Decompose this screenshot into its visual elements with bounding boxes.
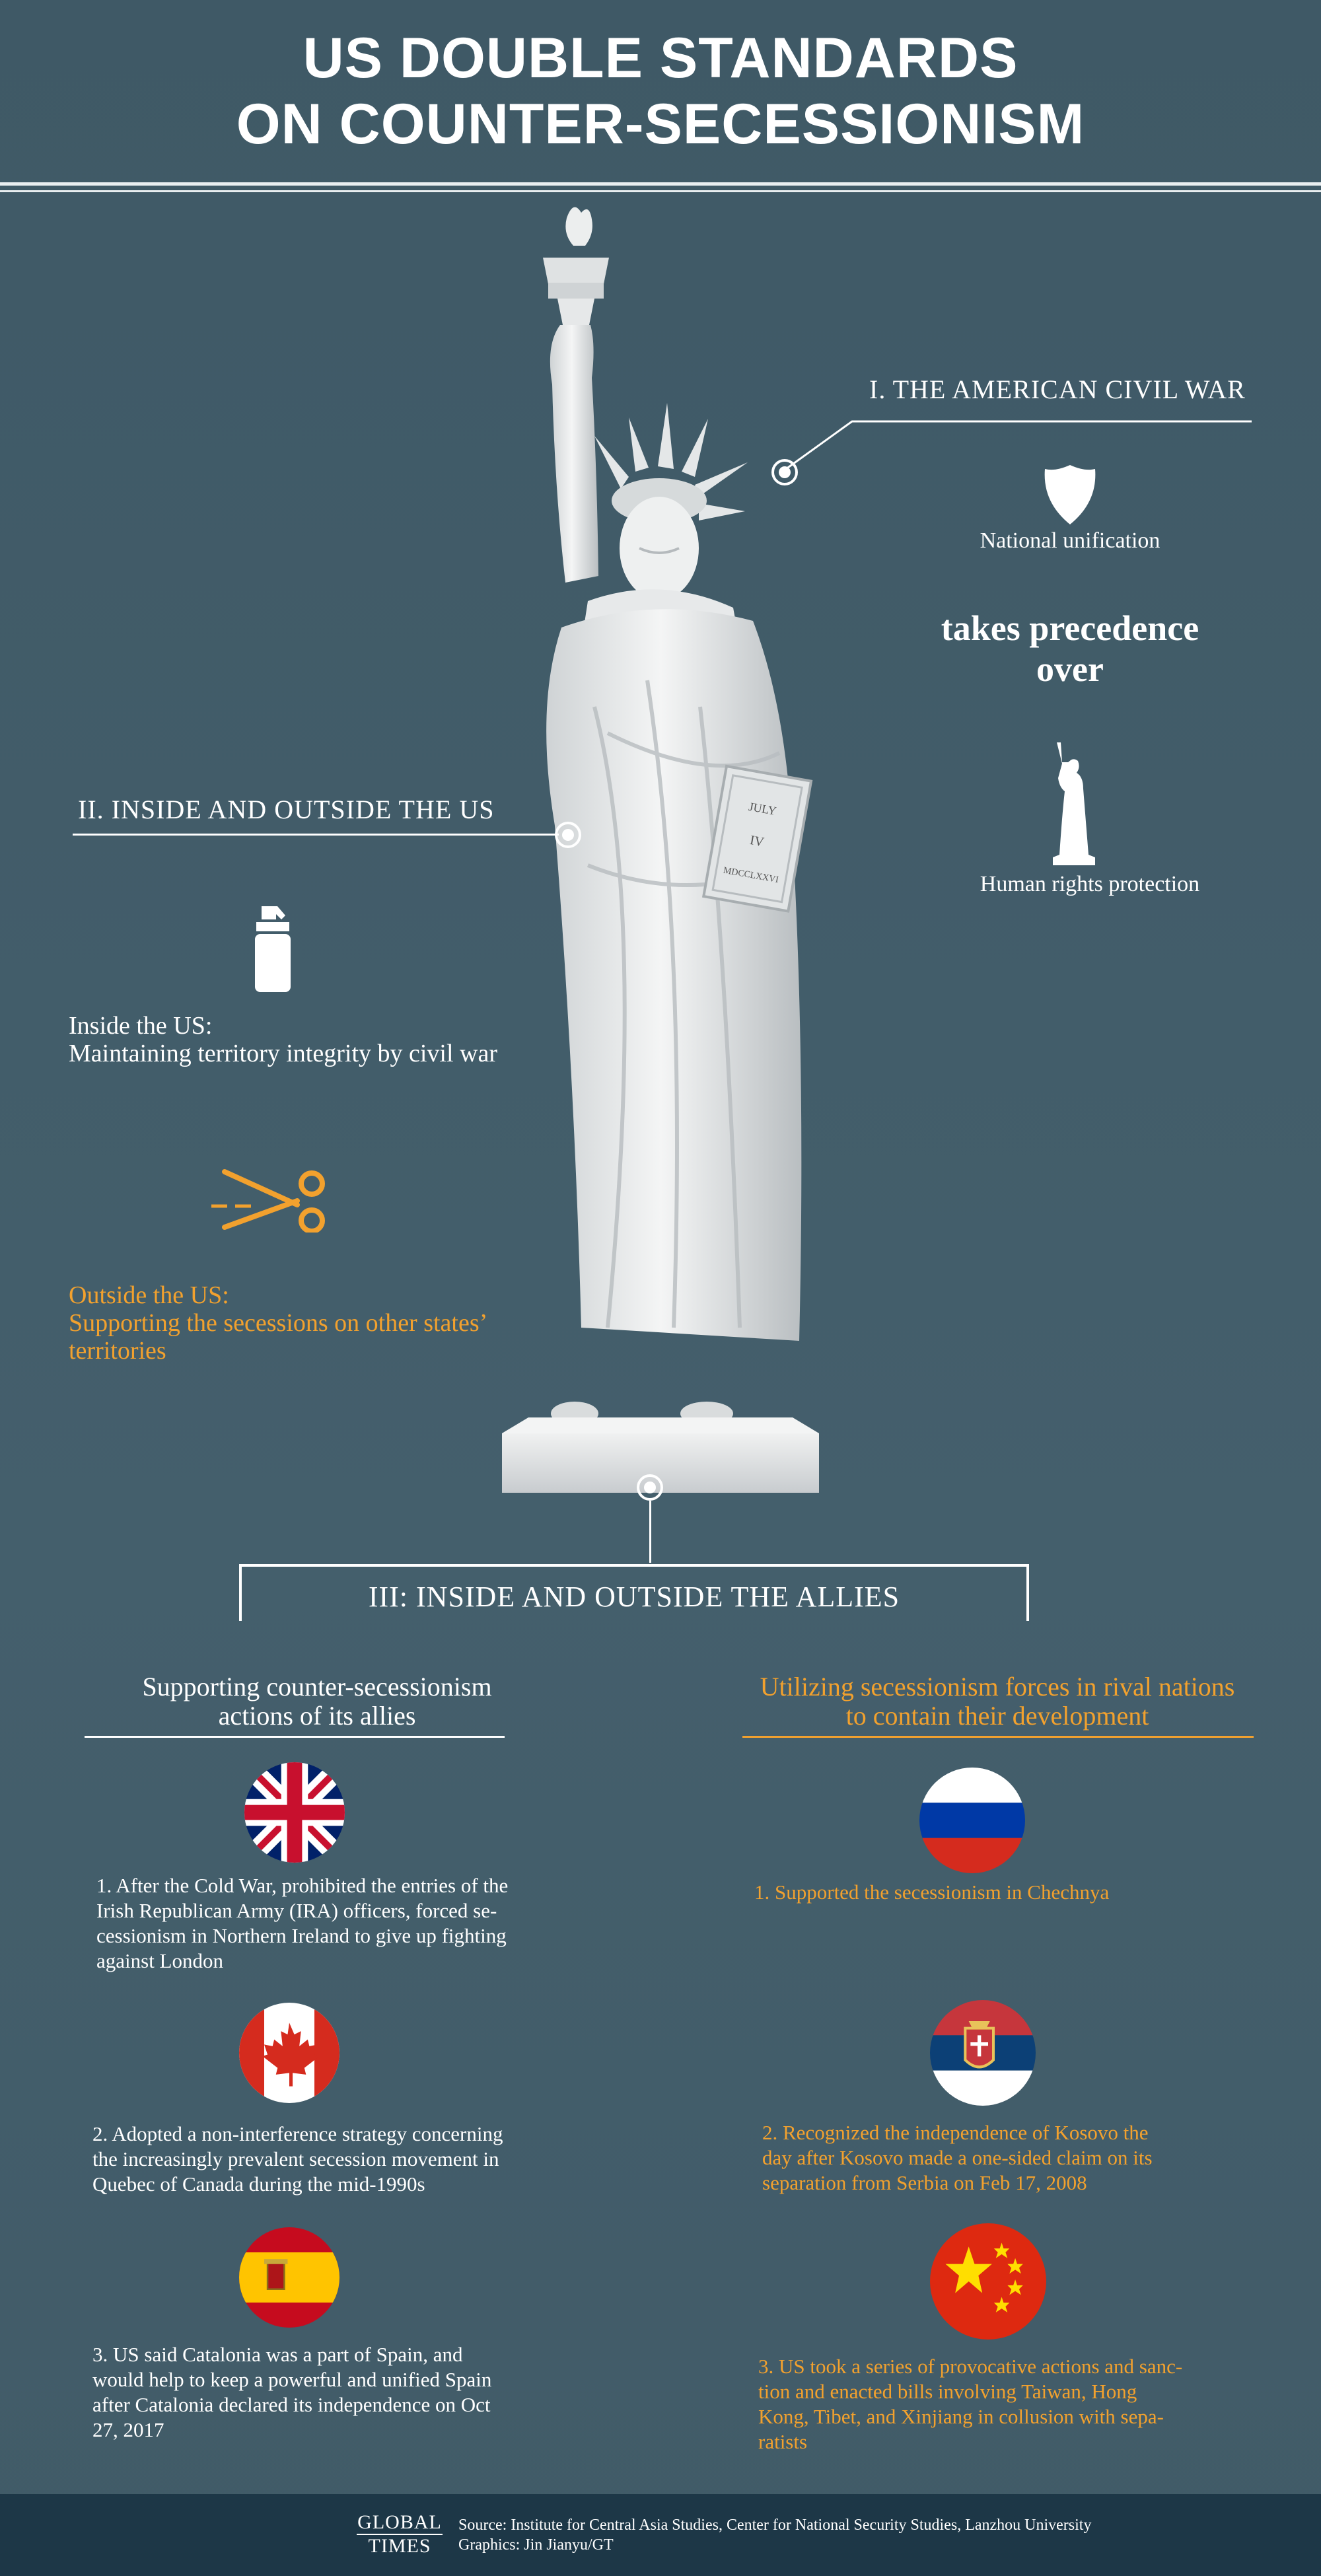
scissors-icon — [209, 1166, 334, 1233]
allies-heading-rule — [85, 1736, 505, 1738]
inside-us-text: Maintaining territory integrity by civil war — [69, 1040, 498, 1067]
section-1-marker — [771, 459, 798, 485]
rivals-heading-rule — [742, 1736, 1254, 1738]
china-item-line-3: Kong, Tibet, and Xinjiang in collusion with sepa- — [758, 2405, 1164, 2428]
spain-item-line-1: 3. US said Catalonia was a part of Spain, and — [92, 2343, 463, 2366]
uk-item-line-3: cessionism in Northern Ireland to give up fighting — [96, 1924, 507, 1947]
outside-us-line-1: Supporting the secessions on other states’ — [69, 1309, 488, 1337]
national-unification-label: National unification — [980, 528, 1160, 553]
outside-us-line-2: territories — [69, 1337, 166, 1365]
tablet-line-1: JULY — [748, 799, 778, 818]
uk-item-text — [96, 1873, 585, 1974]
united-kingdom-flag — [244, 1762, 345, 1863]
logo-line-2: TIMES — [368, 2535, 431, 2557]
serbia-item-text — [762, 2120, 1264, 2196]
footer-credits — [458, 2515, 1310, 2555]
allies-column-heading — [79, 1672, 555, 1731]
allies-heading-line-1: Supporting counter-secessionism — [142, 1672, 492, 1701]
canada-flag — [239, 2003, 339, 2103]
title-rule-bottom — [0, 190, 1321, 192]
china-item-line-2: tion and enacted bills involving Taiwan, Hong — [758, 2380, 1137, 2403]
takes-precedence-line-2: over — [1036, 649, 1104, 689]
uk-item-line-2: Irish Republican Army (IRA) officers, forced se- — [96, 1899, 497, 1922]
russia-item-line-1: 1. Supported the secessionism in Chechnya — [754, 1880, 1110, 1904]
tablet-line-3: MDCCLXXVI — [722, 865, 779, 886]
canada-item-line-1: 2. Adopted a non-interference strategy concerning — [92, 2122, 503, 2145]
china-item-text — [758, 2354, 1267, 2454]
canada-item-line-3: Quebec of Canada during the mid-1990s — [92, 2172, 425, 2196]
section-1-connector — [766, 410, 1255, 489]
title-line-2: ON COUNTER-SECESSIONISM — [236, 92, 1085, 156]
outside-us-block — [69, 1281, 650, 1365]
page-title — [0, 25, 1321, 157]
serbia-item-line-3: separation from Serbia on Feb 17, 2008 — [762, 2171, 1087, 2194]
inside-us-title: Inside the US: — [69, 1012, 213, 1040]
statue-of-liberty-icon — [1046, 740, 1099, 865]
canada-item-line-2: the increasingly prevalent secession movement in — [92, 2147, 499, 2170]
china-flag — [930, 2223, 1046, 2340]
section-2-connector — [73, 834, 559, 836]
uk-item-line-1: 1. After the Cold War, prohibited the entries of the — [96, 1874, 509, 1897]
title-rule-top — [0, 182, 1321, 186]
spain-item-line-4: 27, 2017 — [92, 2418, 164, 2441]
global-times-logo — [357, 2513, 443, 2556]
section-3-stem — [649, 1501, 651, 1563]
footer — [0, 2494, 1321, 2576]
spain-item-text — [92, 2342, 594, 2443]
spain-flag — [239, 2227, 339, 2328]
tablet-line-2: IV — [748, 833, 766, 850]
outside-us-title: Outside the US: — [69, 1281, 229, 1309]
spain-item-line-3: after Catalonia declared its independence on Oct — [92, 2393, 491, 2416]
section-2-heading: II. INSIDE AND OUTSIDE THE US — [78, 795, 495, 824]
rivals-heading-line-1: Utilizing secessionism forces in rival nations — [760, 1672, 1235, 1701]
serbia-item-line-1: 2. Recognized the independence of Kosovo the — [762, 2121, 1149, 2144]
takes-precedence-line-1: takes precedence — [941, 608, 1199, 648]
footer-source: Source: Institute for Central Asia Studies, Center for National Security Studies, Lanzhou University — [458, 2517, 1092, 2534]
footer-graphics: Graphics: Jin Jianyu/GT — [458, 2536, 614, 2554]
title-line-1: US DOUBLE STANDARDS — [303, 26, 1018, 90]
human-rights-label: Human rights protection — [980, 872, 1200, 896]
canada-item-text — [92, 2122, 594, 2197]
rivals-column-heading — [733, 1672, 1262, 1731]
shield-icon — [1042, 462, 1098, 528]
section-3-heading: III: INSIDE AND OUTSIDE THE ALLIES — [368, 1581, 900, 1613]
uk-item-line-4: against London — [96, 1949, 223, 1972]
grenade-icon — [250, 902, 296, 995]
allies-heading-line-2: actions of its allies — [218, 1701, 416, 1731]
section-3-marker — [637, 1474, 663, 1501]
china-item-line-1: 3. US took a series of provocative actions and sanc- — [758, 2355, 1183, 2378]
serbia-flag — [930, 2000, 1036, 2106]
serbia-item-line-2: day after Kosovo made a one-sided claim on its — [762, 2146, 1153, 2169]
russia-item-text — [754, 1880, 1256, 1905]
russia-flag — [919, 1768, 1025, 1873]
inside-us-block — [69, 1012, 610, 1067]
logo-line-1: GLOBAL — [357, 2511, 442, 2533]
spain-item-line-2: would help to keep a powerful and unified Spain — [92, 2368, 492, 2391]
takes-precedence-text — [898, 608, 1242, 690]
section-1-heading: I. THE AMERICAN CIVIL WAR — [869, 375, 1246, 404]
china-item-line-4: ratists — [758, 2430, 808, 2453]
section-2-marker — [555, 822, 581, 848]
rivals-heading-line-2: to contain their development — [845, 1701, 1149, 1731]
